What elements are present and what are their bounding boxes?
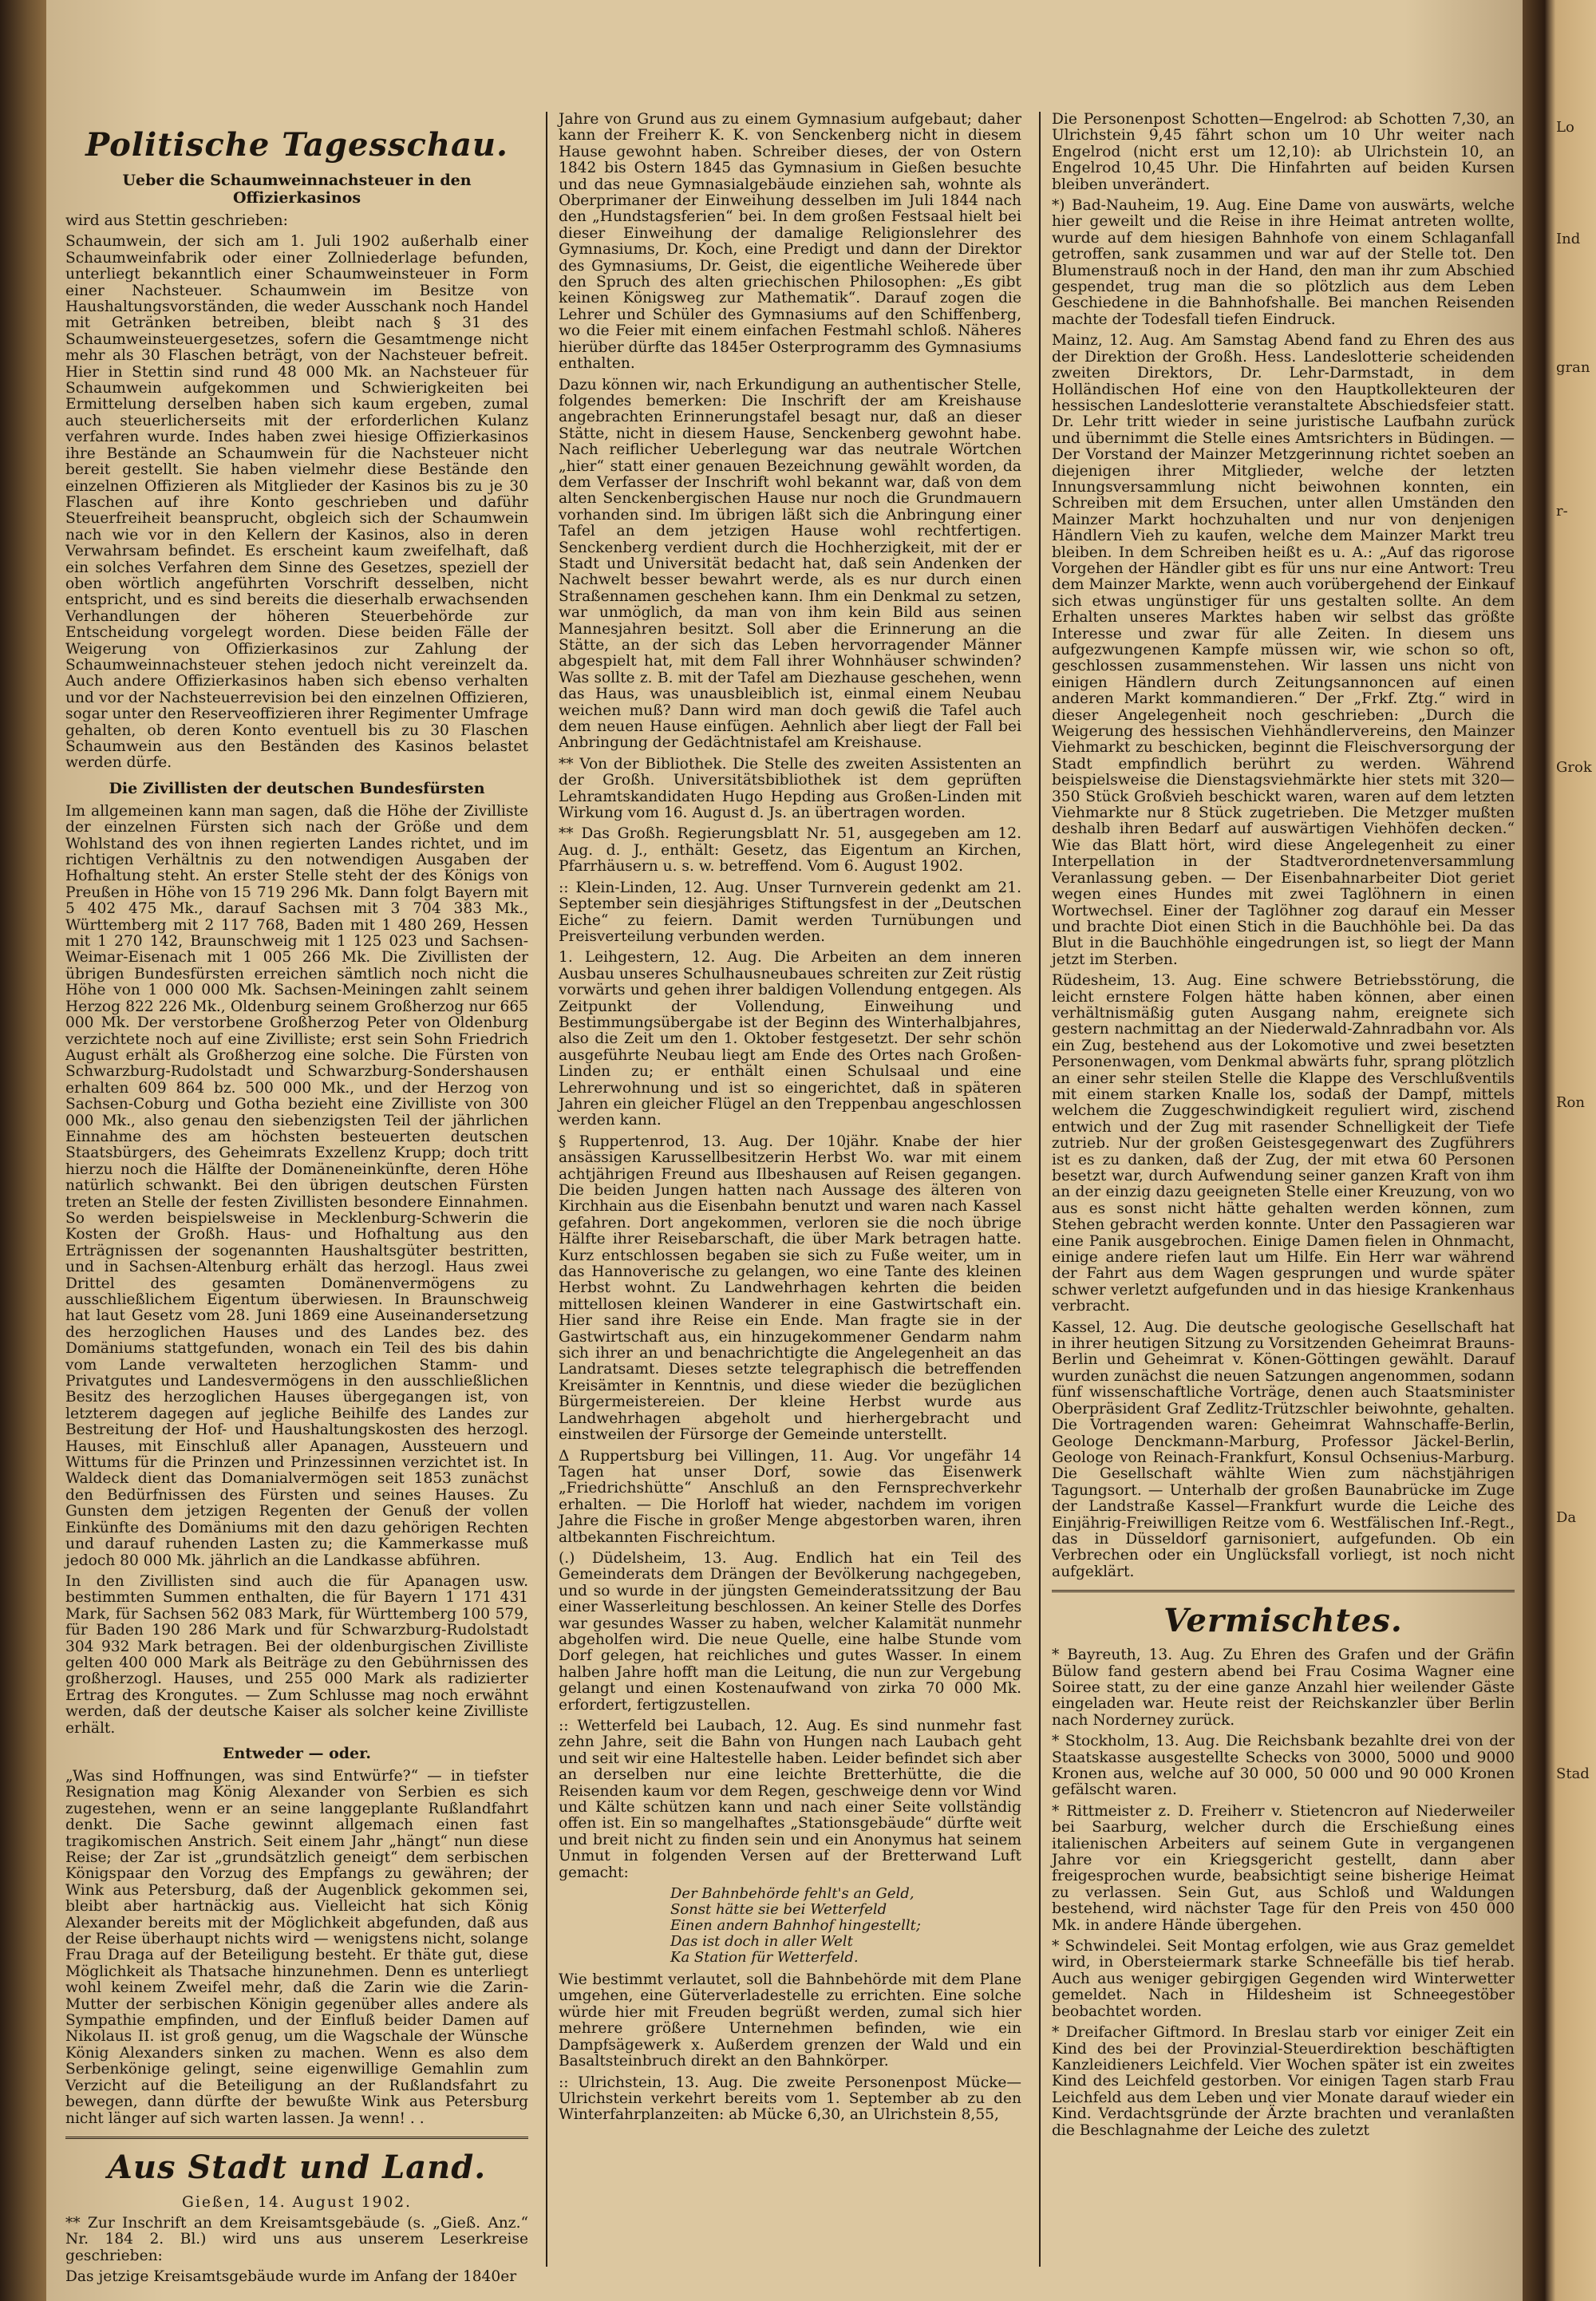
column-rule bbox=[1039, 112, 1041, 2267]
strip-line: gran bbox=[1556, 358, 1590, 376]
article-paragraph: Die Personenpost Schotten—Engelrod: ab Schotten 7,30, an Ulrichstein 9,45 fährt schon um 10 Uhr weiter nach Engelrod (nicht erst um 12,10): ab Ulrichstein 10, an Engelrod 10,45 Uhr. Die Hinfahrten auf beiden Kursen bleiben unverändert. bbox=[1052, 111, 1515, 193]
strip-line: r- bbox=[1556, 503, 1568, 520]
strip-line: Ind bbox=[1556, 231, 1581, 248]
article-paragraph: Schaumwein, der sich am 1. Juli 1902 außerhalb einer Schaumweinfabrik oder einer Zollniederlage befunden, unterliegt bekanntlich einer Schaumweinsteuer in Form einer Nachsteuer. Schaumwein im Besitze von Haushaltungsvorständen, die weder Ausschank noch Handel mit Getränken betreiben, bleibt nach § 31 des Schaumweinsteuergesetzes, sofern die Gesamtmenge nicht mehr als 30 Flaschen beträgt, von der Nachsteuer befreit. Hier in Stettin sind rund 48 000 Mk. an Nachsteuer für Schaumwein aufgekommen und Schwierigkeiten bei Ermittelung derselben haben sich kaum ergeben, zumal auch steuerlicherseits mit der erforderlichen Kulanz verfahren wurde. Indes haben zwei hiesige Offizierkasinos ihre Bestände an Schaumwein für die Nachsteuer nicht bereit gestellt. Sie haben vielmehr diese Bestände den einzelnen Offizieren als Mitglieder der Kasinos bis zu je 30 Flaschen auf ihre Konto geschrieben und daführ Steuerfreiheit beansprucht, obgleich sich der Schaumwein nach wie vor in den Kellern der Kasinos, also in deren Verwahrsam befindet. Es erscheint kaum zweifelhaft, daß ein solches Verfahren dem Sinne des Gesetzes, speziell der oben wörtlich angeführten Vorschrift desselben, nicht entspricht, und es sind bereits die dieserhalb erwachsenden Verhandlungen der höheren Steuerbehörde zur Entscheidung vorgelegt worden. Diese beiden Fälle der Weigerung von Offizierkasinos zur Zahlung der Schaumweinnachsteuer stehen jedoch nicht vereinzelt da. Auch andere Offizierkasinos haben sich ebenso verhalten und vor der Nachsteuerrevision bei den einzelnen Offizieren, sogar unter den Reserveoffizieren ihrer Regimenter Umfrage gehalten, ob deren Konto eventuell bis zu 30 Flaschen Schaumwein aus den Beständen des Kasinos belastet werden dürfe. bbox=[65, 233, 528, 772]
poem-line: Ka Station für Wetterfeld. bbox=[670, 1949, 859, 1967]
article-paragraph: :: Klein-Linden, 12. Aug. Unser Turnverein gedenkt am 21. September sein diesjähriges Stiftungsfest in der „Deutschen Eiche“ zu feiern. Damit werden Turnübungen und Preisverteilung verbunden werden. bbox=[559, 879, 1021, 945]
section-title-aus-stadt-und-land: Aus Stadt und Land. bbox=[65, 2137, 528, 2186]
poem-line: Sonst hätte sie bei Wetterfeld bbox=[670, 1901, 887, 1919]
article-paragraph: * Bayreuth, 13. Aug. Zu Ehren des Grafen und der Gräfin Bülow fand gestern abend bei Frau Cosima Wagner eine Soiree statt, zu der eine ganze Anzahl hier weilender Gäste eingeladen war. Heute reist der Reichskanzler über Berlin nach Norderney zurück. bbox=[1052, 1647, 1515, 1729]
article-paragraph: 1. Leihgestern, 12. Aug. Die Arbeiten an dem inneren Ausbau unseres Schulhausneubaues schreiten zur Zeit rüstig vorwärts und gehen ihrer baldigen Vollendung entgegen. Als Zeitpunkt der Vollendung, Einweihung und Bestimmungsübergabe ist der Beginn des Winterhalbjahres, also die Zeit um den 1. Oktober festgesetzt. Der sehr schön ausgeführte Neubau liegt am Ende des Ortes nach Großen-Linden zu; er enthält einen Schulsaal und eine Lehrerwohnung und ist so eingerichtet, daß in späteren Jahren ein gleicher Flügel an den Treppenbau angeschlossen werden kann. bbox=[559, 949, 1021, 1129]
article-paragraph: Rüdesheim, 13. Aug. Eine schwere Betriebsstörung, die leicht ernstere Folgen hätte haben können, aber einen verhältnismäßig guten Ausgang nahm, ereignete sich gestern nachmittag an der Niederwald-Zahnradbahn vor. Als ein Zug, bestehend aus der Lokomotive und zwei besetzten Personenwagen, vom Denkmal abwärts fuhr, sprang plötzlich an einer sehr steilen Stelle die Klappe des Verschlußventils mit einem starken Knalle los, sodaß der Dampf, mittels welchem die Zuggeschwindigkeit reguliert wird, zischend entwich und der Zug mit rasender Schnelligkeit der Tiefe zutrieb. Nur der großen Geistesgegenwart des Zugführers ist es zu danken, daß der Zug, der mit etwa 60 Personen besetzt war, durch Aufwendung seiner ganzen Kraft von ihm an der einzig dazu geeigneten Stelle einer Kreuzung, von wo aus es sonst nicht hätte gehalten werden können, zum Stehen gebracht werden konnte. Unter den Passagieren war eine Panik ausgebrochen. Einige Damen fielen in Ohnmacht, einige andere riefen laut um Hilfe. Ein Herr war während der Fahrt aus dem Wagen gesprungen und wurde später schwer verletzt aufgefunden und in das hiesige Krankenhaus verbracht. bbox=[1052, 972, 1515, 1315]
article-paragraph: Dazu können wir, nach Erkundigung an authentischer Stelle, folgendes bemerken: Die Inschrift der am Kreishause angebrachten Erinnerungstafel besagt nur, daß an dieser Stätte, nicht in diesem Hause, Senckenberg gewohnt habe. Nach reiflicher Ueberlegung war das neutrale Wörtchen „hier“ statt einer genauen Bezeichnung gewählt worden, da dem Verfasser der Inschrift wohl bekannt war, daß von dem alten Senckenbergischen Hause nur noch die Grundmauern vorhanden sind. Im übrigen läßt sich die Anbringung einer Tafel an dem jetzigen Hause wohl rechtfertigen. Senckenberg verdient durch die Hochherzigkeit, mit der er Stadt und Universität bedacht hat, daß sein Andenken der Nachwelt besser bewahrt werde, als es nur durch einen Straßennamen geschehen kann. Ihm ein Denkmal zu setzen, war unmöglich, da man von ihm kein Bild aus seinen Mannesjahren besitzt. Soll aber die Erinnerung an die Stätte, an der sich das Leben hervorragender Männer abgespielt hat, mit dem Fall ihrer Wohnhäuser schwinden? Was sollte z. B. mit der Tafel am Diezhause geschehen, wenn das Haus, was unausbleiblich ist, einmal einem Neubau weichen muß? Dann wird man doch gewiß die Tafel auch dem neuen Hause einfügen. Aehnlich aber liegt der Fall bei Anbringung der Gedächtnistafel am Kreishause. bbox=[559, 376, 1021, 752]
article-heading: Die Zivillisten der deutschen Bundesfürsten bbox=[109, 779, 485, 797]
article-heading: Ueber die Schaumweinnachsteuer in den Offizierkasinos bbox=[122, 172, 472, 207]
article-paragraph: Jahre von Grund aus zu einem Gymnasium aufgebaut; daher kann der Freiherr K. K. von Senckenberg nicht in diesem Hause gewohnt haben. Schreiber dieses, der von Ostern 1842 bis Ostern 1845 das Gymnasium in Gießen besuchte und das neue Gymnasialgebäude einziehen sah, wohnte als Oberprimaner der Einweihung desselben im Juli 1844 nach den „Hundstagsferien“ bei. In dem großen Festsaal hielt bei dieser Einweihung der damalige Religionslehrer des Gymnasiums, Dr. Koch, eine Predigt und dann der Direktor des Gymnasiums, Dr. Geist, die eigentliche Weiherede über den Spruch des alten griechischen Philosophen: „Es gibt keinen Königsweg zur Mathematik“. Darauf zogen die Lehrer und Schüler des Gymnasiums auf den Schiffenberg, wo die Feier mit einem einfachen Festmahl schloß. Näheres hierüber dürfte das 1845er Osterprogramm des Gymnasiums enthalten. bbox=[559, 111, 1021, 373]
article-paragraph: Im allgemeinen kann man sagen, daß die Höhe der Zivilliste der einzelnen Fürsten sich nach der Größe und dem Wohlstand des von ihnen regierten Landes richtet, und im richtigen Verhältnis zu den notwendigen Ausgaben der Hofhaltung steht. An erster Stelle steht der des Königs von Preußen in Höhe von 15 719 296 Mk. Dann folgt Bayern mit 5 402 475 Mk., darauf Sachsen mit 3 704 383 Mk., Württemberg mit 2 117 768, Baden mit 1 480 269, Hessen mit 1 270 142, Braunschweig mit 1 125 023 und Sachsen-Weimar-Eisenach mit 1 005 266 Mk. Die Zivillisten der übrigen Bundesfürsten erreichen sämtlich noch nicht die Höhe von 1 000 000 Mk. Sachsen-Meiningen zahlt seinem Herzog 822 226 Mk., Oldenburg seinem Großherzog nur 665 000 Mk. Der verstorbene Großherzog Peter von Oldenburg verzichtete noch auf eine Zivilliste; erst sein Sohn Friedrich August erhält als Großherzog eine solche. Die Fürsten von Schwarzburg-Rudolstadt und Schwarzburg-Sondershausen erhalten 609 864 bz. 500 000 Mk., und der Herzog von Sachsen-Coburg und Gotha bezieht eine Zivilliste von 300 000 Mk., also genau den siebenzigsten Teil der jährlichen Einnahme des am höchsten besteuerten deutschen Staatsbürgers, des Geheimrats Exzellenz Krupp; doch tritt hierzu noch die Hälfte der Domäneneinkünfte, deren Höhe natürlich schwankt. Bei den übrigen deutschen Fürsten treten an Stelle der festen Zivillisten besondere Einnahmen. So werden beispielsweise in Mecklenburg-Schwerin die Kosten der Großh. Haus- und Hofhaltung aus den Erträgnissen der sogenannten Haushaltsgüter bestritten, und in Sachsen-Altenburg erhält das herzogl. Haus zwei Drittel des gesamten Domänenvermögens zu ausschließlichem Eigentum überwiesen. In Braunschweig hat laut Gesetz vom 28. Juni 1869 eine Auseinandersetzung des herzoglichen Hauses und des Landes bez. des Domäniums stattgefunden, wonach ein Teil des bis dahin vom Lande verwalteten herzoglichen Stamm- und Privatgutes und Landesvermögens in den ausschließlichen Besitz des herzoglichen Hauses übergegangen ist, von letzterem dagegen auf jegliche Beihilfe des Landes zur Bestreitung der Hof- und Haushaltungskosten des herzogl. Hauses, mit Einschluß aller Apanagen, Aussteuern und Wittums für die Prinzen und Prinzessinnen verzichtet ist. In Waldeck dient das Domanialvermögen seit 1853 zunächst den Bedürfnissen des Fürsten und seines Hauses. Zu Gunsten dem jetzigen Regenten der Genuß der vollen Einkünfte des Domäniums mit den dazu gehörigen Rechten und darauf ruhenden Lasten zu; die Kammerkasse muß jedoch 80 000 Mk. jährlich an die Landkasse abführen. bbox=[65, 802, 528, 1569]
column-rule bbox=[546, 112, 547, 2267]
article-paragraph: *) Bad-Nauheim, 19. Aug. Eine Dame von auswärts, welche hier geweilt und die Reise in ihre Heimat antreten wollte, wurde auf dem hiesigen Bahnhofe von einem Schlaganfall getroffen, sank zusammen und war auf der Stelle tot. Den Blumenstrauß noch in der Hand, den man ihr zum Abschied gespendet, trug man die so plötzlich aus dem Leben Geschiedene in die Bahnhofshalle. Bei manchen Reisenden machte der Todesfall tiefen Eindruck. bbox=[1052, 197, 1515, 328]
section-title-politische-tagesschau: Politische Tagesschau. bbox=[85, 126, 508, 164]
poem-line: Der Bahnbehörde fehlt's an Geld, bbox=[670, 1885, 915, 1903]
article-paragraph: * Rittmeister z. D. Freiherr v. Stietencron auf Niederweiler bei Saarburg, welcher durch die Erschießung eines italienischen Arbeiters auf seinem Gute in vergangenen Jahre vor ein Kriegsgericht gestellt, dann aber freigesprochen wurde, beabsichtigt seine bisherige Heimat zu verlassen. Sein Gut, aus Schloß und Waldungen bestehend, wird nächster Tage für den Preis von 450 000 Mk. in andere Hände übergehen. bbox=[1052, 1802, 1515, 1934]
strip-line: Grok bbox=[1556, 758, 1592, 776]
column-1 bbox=[65, 112, 528, 2286]
column-3 bbox=[1052, 112, 1515, 2267]
poem-line: Das ist doch in aller Welt bbox=[670, 1933, 853, 1951]
article-paragraph: ** Von der Bibliothek. Die Stelle des zweiten Assistenten an der Großh. Universitätsbibliothek ist dem geprüften Lehramtskandidaten Hugo Hepding aus Großen-Linden mit Wirkung vom 16. August d. Js. an übertragen worden. bbox=[559, 755, 1021, 822]
section-title-vermischtes: Vermischtes. bbox=[1052, 1590, 1515, 1639]
article-paragraph: In den Zivillisten sind auch die für Apanagen usw. bestimmten Summen enthalten, die für Bayern 1 171 431 Mark, für Sachsen 562 083 Mark, für Württemberg 100 579, für Baden 190 286 Mark und für Schwarzburg-Rudolstadt 304 932 Mark betragen. Bei der oldenburgischen Zivilliste gelten 400 000 Mark als Beiträge zu den Gebührnissen des großherzogl. Hauses, und 255 000 Mark als radizierter Ertrag des Krongutes. — Zum Schlusse mag noch erwähnt werden, daß der deutsche Kaiser als solcher keine Zivilliste erhält. bbox=[65, 1572, 528, 1737]
article-heading: Entweder — oder. bbox=[222, 1744, 372, 1762]
strip-line: Stad bbox=[1556, 1765, 1590, 1782]
article-paragraph: Kassel, 12. Aug. Die deutsche geologische Gesellschaft hat in ihrer heutigen Sitzung zu Vorsitzenden Geheimrat Brauns-Berlin und Geheimrat v. Könen-Göttingen gewählt. Darauf wurden zunächst die neuen Satzungen angenommen, sodann fünf wissenschaftliche Vorträge, denen auch Staatsminister Oberpräsident Graf Zedlitz-Trützschler beiwohnte, gehalten. Die Vortragenden waren: Geheimrat Wahnschaffe-Berlin, Geologe Denckmann-Marburg, Professor Jäckel-Berlin, Geologe von Reinach-Frankfurt, Konsul Ochsenius-Marburg. Die Gesellschaft wählte Wien zum nächstjährigen Tagungsort. — Unterhalb der großen Baunabrücke im Zuge der Landstraße Kassel—Frankfurt wurde die Leiche des Einjährig-Freiwilligen Reitze vom 6. Westfälischen Inf.-Regt., das in Düsseldorf garnisoniert, aufgefunden. Ob ein Verbrechen oder ein Unglücksfall vorliegt, ist noch nicht aufgeklärt. bbox=[1052, 1319, 1515, 1580]
adjacent-page-strip bbox=[1556, 120, 1593, 2235]
article-paragraph: ** Zur Inschrift an dem Kreisamtsgebäude (s. „Gieß. Anz.“ Nr. 184 2. Bl.) wird uns aus unserem Leserkreise geschrieben: bbox=[65, 2214, 528, 2264]
article-paragraph: (.) Düdelsheim, 13. Aug. Endlich hat ein Teil des Gemeinderats dem Drängen der Bevölkerung nachgegeben, und so wurde in der jüngsten Gemeinderatssitzung der Bau einer Wasserleitung beschlossen. An keiner Stelle des Dorfes war gesundes Wasser zu haben, welcher Kalamität nunmehr abgeholfen wird. Die neue Quelle, eine halbe Stunde vom Dorf gelegen, hat reichliches und gutes Wasser. In einem halben Jahre hofft man die Leitung, die nun zur Vergebung gelangt und einen Kostenaufwand von zirka 70 000 Mk. erfordert, fertigzustellen. bbox=[559, 1549, 1021, 1714]
article-paragraph: * Dreifacher Giftmord. In Breslau starb vor einiger Zeit ein Kind des bei der Provinzial-Steuerdirektion beschäftigten Kanzleidieners Leichfeld. Vier Wochen später ist ein zweites Kind des Leichfeld gestorben. Vor einigen Tagen starb Frau Leichfeld aus dem Leben und vier Monate darauf wieder ein Kind. Verdachtsgründe der Ärzte brachten und veranlaßten die Beschlagnahme der Leiche des zuletzt bbox=[1052, 2024, 1515, 2139]
strip-line: Da bbox=[1556, 1509, 1577, 1527]
poem-line: Einen andern Bahnhof hingestellt; bbox=[670, 1917, 921, 1935]
article-paragraph: wird aus Stettin geschrieben: bbox=[65, 212, 288, 229]
article-paragraph: Δ Ruppertsburg bei Villingen, 11. Aug. Vor ungefähr 14 Tagen hat unser Dorf, sowie das Eisenwerk „Friedrichshütte“ Anschluß an den Fernsprechverkehr erhalten. — Die Horloff hat wieder, nachdem im vorigen Jahre die Fische in großer Menge abgestorben waren, ihren altbekannten Fischreichtum. bbox=[559, 1447, 1021, 1546]
article-paragraph: Wie bestimmt verlautet, soll die Bahnbehörde mit dem Plane umgehen, eine Güterverladestelle zu errichten. Eine solche würde hier mit Freuden begrüßt werden, zumal sich hier mehrere größere Unternehmen befinden, wie ein Dampfsägewerk x. Außerdem grenzen der Wald und ein Basaltsteinbruch direkt an den Bahnkörper. bbox=[559, 1971, 1021, 2070]
article-paragraph: :: Ulrichstein, 13. Aug. Die zweite Personenpost Mücke—Ulrichstein verkehrt bereits vom 1. September ab zu den Winterfahrplanzeiten: ab Mücke 6,30, an Ulrichstein 8,55, bbox=[559, 2074, 1021, 2124]
dateline: Gießen, 14. August 1902. bbox=[182, 2193, 412, 2211]
strip-line: Lo bbox=[1556, 119, 1574, 136]
column-2 bbox=[559, 112, 1021, 2267]
article-paragraph: * Schwindelei. Seit Montag erfolgen, wie aus Graz gemeldet wird, in Obersteiermark starke Schneefälle bis tief herab. Auch aus weniger gebirgigen Gegenden wird Winterwetter gemeldet. Nach in Hildesheim ist Schneegestöber beobachtet worden. bbox=[1052, 1938, 1515, 2020]
article-paragraph: Das jetzige Kreisamtsgebäude wurde im Anfang der 1840er bbox=[65, 2268, 517, 2286]
article-paragraph: ** Das Großh. Regierungsblatt Nr. 51, ausgegeben am 12. Aug. d. J., enthält: Gesetz, das Eigentum an Kirchen, Pfarrhäusern u. s. w. betreffend. Vom 6. August 1902. bbox=[559, 825, 1021, 876]
poem bbox=[670, 1886, 1021, 1966]
book-spine-left bbox=[0, 0, 46, 2301]
strip-line: Ron bbox=[1556, 1094, 1585, 1112]
article-paragraph: § Ruppertenrod, 13. Aug. Der 10jähr. Knabe der hier ansässigen Karussellbesitzerin Herbst Wo. war mit einem achtjährigen Freund aus Ilbeshausen auf Reisen gegangen. Die beiden Jungen hatten nach Aussage des älteren von Kirchhain aus die Eisenbahn benutzt und waren nach Kassel gefahren. Dort angekommen, verloren sie die noch übrige Hälfte ihrer Reisebarschaft, die über Mark betragen hatte. Kurz entschlossen begaben sie sich zu Fuße weiter, um in das Hannoverische zu gelangen, wo eine Tante des kleinen Herbst wohnt. Zu Landwehrhagen kehrten die beiden mittellosen kleinen Wanderer in eine Gastwirtschaft ein. Hier sand ihre Reise ein Ende. Man fragte sie in der Gastwirtschaft aus, ein hinzugekommener Gendarm nahm sich ihrer an und benachrichtigte die Angelegenheit an das Landratsamt. Dieses setzte telegraphisch die betreffenden Kreisämter in Kenntnis, und diese wieder die bezüglichen Bürgermeistereien. Der kleine Herbst wurde aus Landwehrhagen abgeholt und hierhergebracht und einstweilen der Fürsorge der Gemeinde unterstellt. bbox=[559, 1133, 1021, 1444]
article-paragraph: „Was sind Hoffnungen, was sind Entwürfe?“ — in tiefster Resignation mag König Alexander von Serbien es sich zugestehen, wenn er an seine langgeplante Rußlandfahrt denkt. Die Sache gewinnt allgemach einen fast tragikomischen Anstrich. Seit einem Jahr „hängt“ nun diese Reise; der Zar ist „grundsätzlich geneigt“ dem serbischen Königspaar den Vorzug des Empfangs zu gewähren; der Wink aus Petersburg, daß der Augenblick gekommen sei, bleibt aber hartnäckig aus. Vielleicht hat sich König Alexander bereits mit der Möglichkeit abgefunden, daß aus der Reise überhaupt nichts wird — wenigstens nicht, solange Frau Draga auf der Beteiligung besteht. Er thäte gut, diese Möglichkeit als Thatsache hinzunehmen. Denn es unterliegt wohl keinem Zweifel mehr, daß die Zarin wie die Zarin-Mutter der serbischen Königin gegenüber alles andere als Sympathie empfinden, und der Einfluß beider Damen auf Nikolaus II. ist groß genug, um die Wagschale der Wünsche König Alexanders sinken zu machen. Wenn es also dem Serbenkönige gelingt, seine eigenwillige Gemahlin zum Verzicht auf die Beteiligung an der Rußlandsfahrt zu bewegen, dann dürfte der bewußte Wink aus Petersburg nicht länger auf sich warten lassen. Ja wenn! . . bbox=[65, 1767, 528, 2127]
article-paragraph: :: Wetterfeld bei Laubach, 12. Aug. Es sind nunmehr fast zehn Jahre, seit die Bahn von Hungen nach Laubach geht und seit wir eine Haltestelle haben. Leider befindet sich aber an derselben nur eine leichte Bretterhütte, die die Reisenden kaum vor dem Regen, geschweige denn vor Wind und Kälte schützen kann und nach einer Seite vollständig offen ist. Ein so mangelhaftes „Stationsgebäude“ dürfte weit und breit nicht zu finden sein und ein Anonymus hat seinem Unmut in folgenden Versen auf der Bretterwand Luft gemacht: bbox=[559, 1718, 1021, 1881]
article-paragraph: * Stockholm, 13. Aug. Die Reichsbank bezahlte drei von der Staatskasse ausgestellte Schecks von 3000, 5000 und 9000 Kronen aus, welche auf 30 000, 50 000 und 90 000 Kronen gefälscht waren. bbox=[1052, 1733, 1515, 1799]
article-paragraph: Mainz, 12. Aug. Am Samstag Abend fand zu Ehren des aus der Direktion der Großh. Hess. Landeslotterie scheidenden zweiten Direktors, Dr. Lehr-Darmstadt, in dem Holländischen Hof eine von den Hauptkollekteuren der hessischen Landeslotterie veranstaltete Abschiedsfeier statt. Dr. Lehr tritt wieder in seine juristische Laufbahn zurück und übernimmt die Stelle eines Amtsrichters in Büdingen. — Der Vorstand der Mainzer Metzgerinnung richtet soeben an diejenigen ihrer Mitglieder, welche der letzten Innungsversammlung nicht beiwohnen konnten, ein Schreiben mit dem Ersuchen, unter allen Umständen den Mainzer Markt hochzuhalten und nur von denjenigen Händlern Vieh zu kaufen, welche dem Mainzer Markt treu bleiben. In dem Schreiben heißt es u. A.: „Auf das rigorose Vorgehen der Händler gibt es für uns nur eine Antwort: Treu dem Mainzer Markte, wenn auch vorübergehend der Einkauf sich etwas ungünstiger für uns gestalten sollte. An dem Erhalten unseres Marktes haben wir selbst das größte Interesse und zwar für alle Zeiten. In diesem uns aufgezwungenen Kampfe müssen wir, wie schon so oft, geschlossen zusammenstehen. Wir lassen uns nicht von einigen Händlern durch Zeitungsannoncen auf einen anderen Markt kommandieren.“ Der „Frkf. Ztg.“ wird in dieser Angelegenheit noch geschrieben: „Durch die Weigerung des hessischen Viehhändlervereins, den Mainzer Viehmarkt zu beschicken, beginnt die Fleischversorgung der Stadt empfindlich berührt zu werden. Während beispielsweise die Dienstagsviehmärkte hier stets mit 320—350 Stück Großvieh beschickt waren, waren auf dem letzten Viehmarkte nur 8 Stück zugetrieben. Die Metzger mußten deshalb ihren Bedarf auf auswärtigen Viehhöfen decken.“ Wie das Blatt hört, wird diese Angelegenheit zu einer Interpellation in der Stadtverordnetenversammlung Veranlassung geben. — Der Eisenbahnarbeiter Diot geriet wegen eines Hundes mit zwei Taglöhnern in einen Wortwechsel. Einer der Taglöhner zog darauf ein Messer und brachte Diot einen Stich in die Bauchhöhle bei. Da das Blut in die Bauchhöhle eingedrungen ist, so liegt der Mann jetzt im Sterben. bbox=[1052, 332, 1515, 968]
